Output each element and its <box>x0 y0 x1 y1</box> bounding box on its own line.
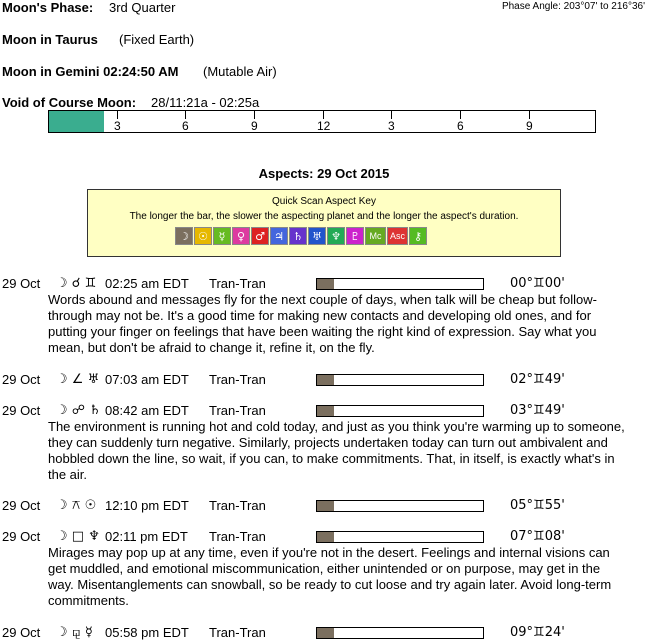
aspect-row <box>2 372 642 388</box>
aspect-type: Tran-Tran <box>209 529 266 544</box>
aspect-type: Tran-Tran <box>209 403 266 418</box>
aspect-row <box>2 276 642 292</box>
aspect-type: Tran-Tran <box>209 276 266 291</box>
timeline-tick <box>529 111 530 119</box>
aspect-date: 29 Oct <box>2 403 41 418</box>
aspect-position: 09°♊24' <box>510 625 565 640</box>
timeline-tick <box>117 111 118 119</box>
aspect-duration-bar <box>316 405 484 417</box>
timeline-tick-label: 9 <box>251 119 258 133</box>
aspect-key-title: Quick Scan Aspect Key <box>272 196 376 207</box>
aspect-date: 29 Oct <box>2 276 41 291</box>
aspect-position: 05°♊55' <box>510 498 565 513</box>
timeline-tick-label: 6 <box>182 119 189 133</box>
moon-in-gemini-label: Moon in Gemini 02:24:50 AM <box>2 64 179 79</box>
aspect-position: 07°♊08' <box>510 529 565 544</box>
moon-in-gemini-note: (Mutable Air) <box>203 64 277 79</box>
moon-in-taurus-note: (Fixed Earth) <box>119 32 195 47</box>
timeline-tick <box>254 111 255 119</box>
aspect-duration-bar <box>316 374 484 386</box>
aspect-time: 07:03 am EDT <box>105 372 189 387</box>
aspect-time: 02:25 am EDT <box>105 276 189 291</box>
timeline-tick-label: 3 <box>114 119 121 133</box>
aspect-key-glyph: ♀ <box>232 227 250 245</box>
aspect-duration-fill <box>317 279 334 289</box>
aspect-row <box>2 529 642 545</box>
aspect-position: 02°♊49' <box>510 372 565 387</box>
aspects-title: Aspects: 29 Oct 2015 <box>258 166 390 181</box>
timeline-tick-label: 3 <box>388 119 395 133</box>
aspect-type: Tran-Tran <box>209 625 266 640</box>
aspect-key-glyph: ♄ <box>289 227 307 245</box>
aspect-description: The environment is running hot and cold today, and just as you think you're warming up to someone, they can suddenly turn negative. Similarly, projects undertaken today can turn out ambivalent and hobbled down the line, so wait, if you can, to make commitments. That, in itself, is exactly what's in the air. <box>48 419 625 482</box>
aspect-time: 08:42 am EDT <box>105 403 189 418</box>
aspect-duration-fill <box>317 406 334 416</box>
timeline-tick-label: 6 <box>457 119 464 133</box>
timeline-tick <box>323 111 324 119</box>
timeline-fill <box>49 111 104 132</box>
aspect-key-subtitle: The longer the bar, the slower the aspecting planet and the longer the aspect's duration. <box>129 211 519 222</box>
aspect-date: 29 Oct <box>2 372 41 387</box>
aspect-time: 05:58 pm EDT <box>105 625 189 640</box>
aspect-key-glyph: ♅ <box>308 227 326 245</box>
timeline-tick <box>460 111 461 119</box>
timeline-tick-label: 9 <box>526 119 533 133</box>
aspect-date: 29 Oct <box>2 625 41 640</box>
aspect-date: 29 Oct <box>2 498 41 513</box>
aspect-position: 03°♊49' <box>510 403 565 418</box>
aspect-key-glyph: Mc <box>365 227 386 245</box>
aspect-duration-fill <box>317 501 334 511</box>
moon-phase-value: 3rd Quarter <box>109 0 176 15</box>
aspect-row <box>2 498 642 514</box>
void-of-course-label: Void of Course Moon: <box>2 95 137 110</box>
moon-phase-label: Moon's Phase: <box>2 0 94 15</box>
aspect-key-glyph: ☽ <box>175 227 193 245</box>
aspect-duration-fill <box>317 532 334 542</box>
aspect-duration-bar <box>316 627 484 639</box>
aspect-key-glyph: ♂ <box>251 227 269 245</box>
aspect-position: 00°♊00' <box>510 276 565 291</box>
timeline-tick <box>391 111 392 119</box>
aspect-description: Mirages may pop up at any time, even if you're not in the desert. Feelings and internal visions can get muddled, and emotional miscommunication, either unintended or on purpose, may get in the way. Misentanglements can snowball, so be ready to cut loose and try again later. Avoid long-term commitments. <box>48 545 612 608</box>
aspect-date: 29 Oct <box>2 529 41 544</box>
aspect-type: Tran-Tran <box>209 372 266 387</box>
aspect-key-glyph: ☉ <box>194 227 212 245</box>
aspect-key-box <box>87 189 561 257</box>
phase-angle: Phase Angle: 203°07' to 216°36' <box>501 1 645 12</box>
aspect-row <box>2 403 642 419</box>
aspect-symbols: ☽ ☍ ♄ <box>56 403 101 418</box>
aspect-key-glyph: ⚷ <box>409 227 427 245</box>
void-of-course-timeline <box>48 110 596 133</box>
aspect-duration-bar <box>316 278 484 290</box>
aspect-key-glyph: ♆ <box>327 227 345 245</box>
aspect-symbols: ☽ ∠ ♅ <box>56 372 100 387</box>
aspect-duration-bar <box>316 500 484 512</box>
aspect-time: 12:10 pm EDT <box>105 498 189 513</box>
aspect-type: Tran-Tran <box>209 498 266 513</box>
aspect-key-glyph: ♃ <box>270 227 288 245</box>
void-of-course-value: 28/11:21a - 02:25a <box>151 95 260 110</box>
timeline-tick <box>185 111 186 119</box>
aspect-symbols: ☽ ☌ ♊ <box>56 276 97 291</box>
timeline-tick-label: 12 <box>317 119 331 133</box>
aspect-duration-bar <box>316 531 484 543</box>
aspect-key-glyph: ☿ <box>213 227 231 245</box>
aspect-key-glyph: ♇ <box>346 227 364 245</box>
aspect-duration-fill <box>317 628 334 638</box>
aspect-description: Words abound and messages fly for the next couple of days, when talk will be cheap but follow-through may not be. It's a good time for making new contacts and developing old ones, and for putting your finger on feelings that have been waiting the right kind of expression. Say what you mean, but don't be afraid to change it, refine it, on the fly. <box>48 292 597 355</box>
aspect-time: 02:11 pm EDT <box>105 529 188 544</box>
aspect-symbols: ☽ ⚼ ☿ <box>56 625 93 640</box>
aspect-key-glyph: Asc <box>387 227 408 245</box>
aspect-symbols: ☽ □ ♆ <box>56 529 100 544</box>
aspect-row <box>2 625 642 641</box>
aspect-duration-fill <box>317 375 334 385</box>
aspect-key-glyphs <box>175 227 428 245</box>
moon-in-taurus-label: Moon in Taurus <box>2 32 98 47</box>
aspect-symbols: ☽ ⚻ ☉ <box>56 498 97 513</box>
